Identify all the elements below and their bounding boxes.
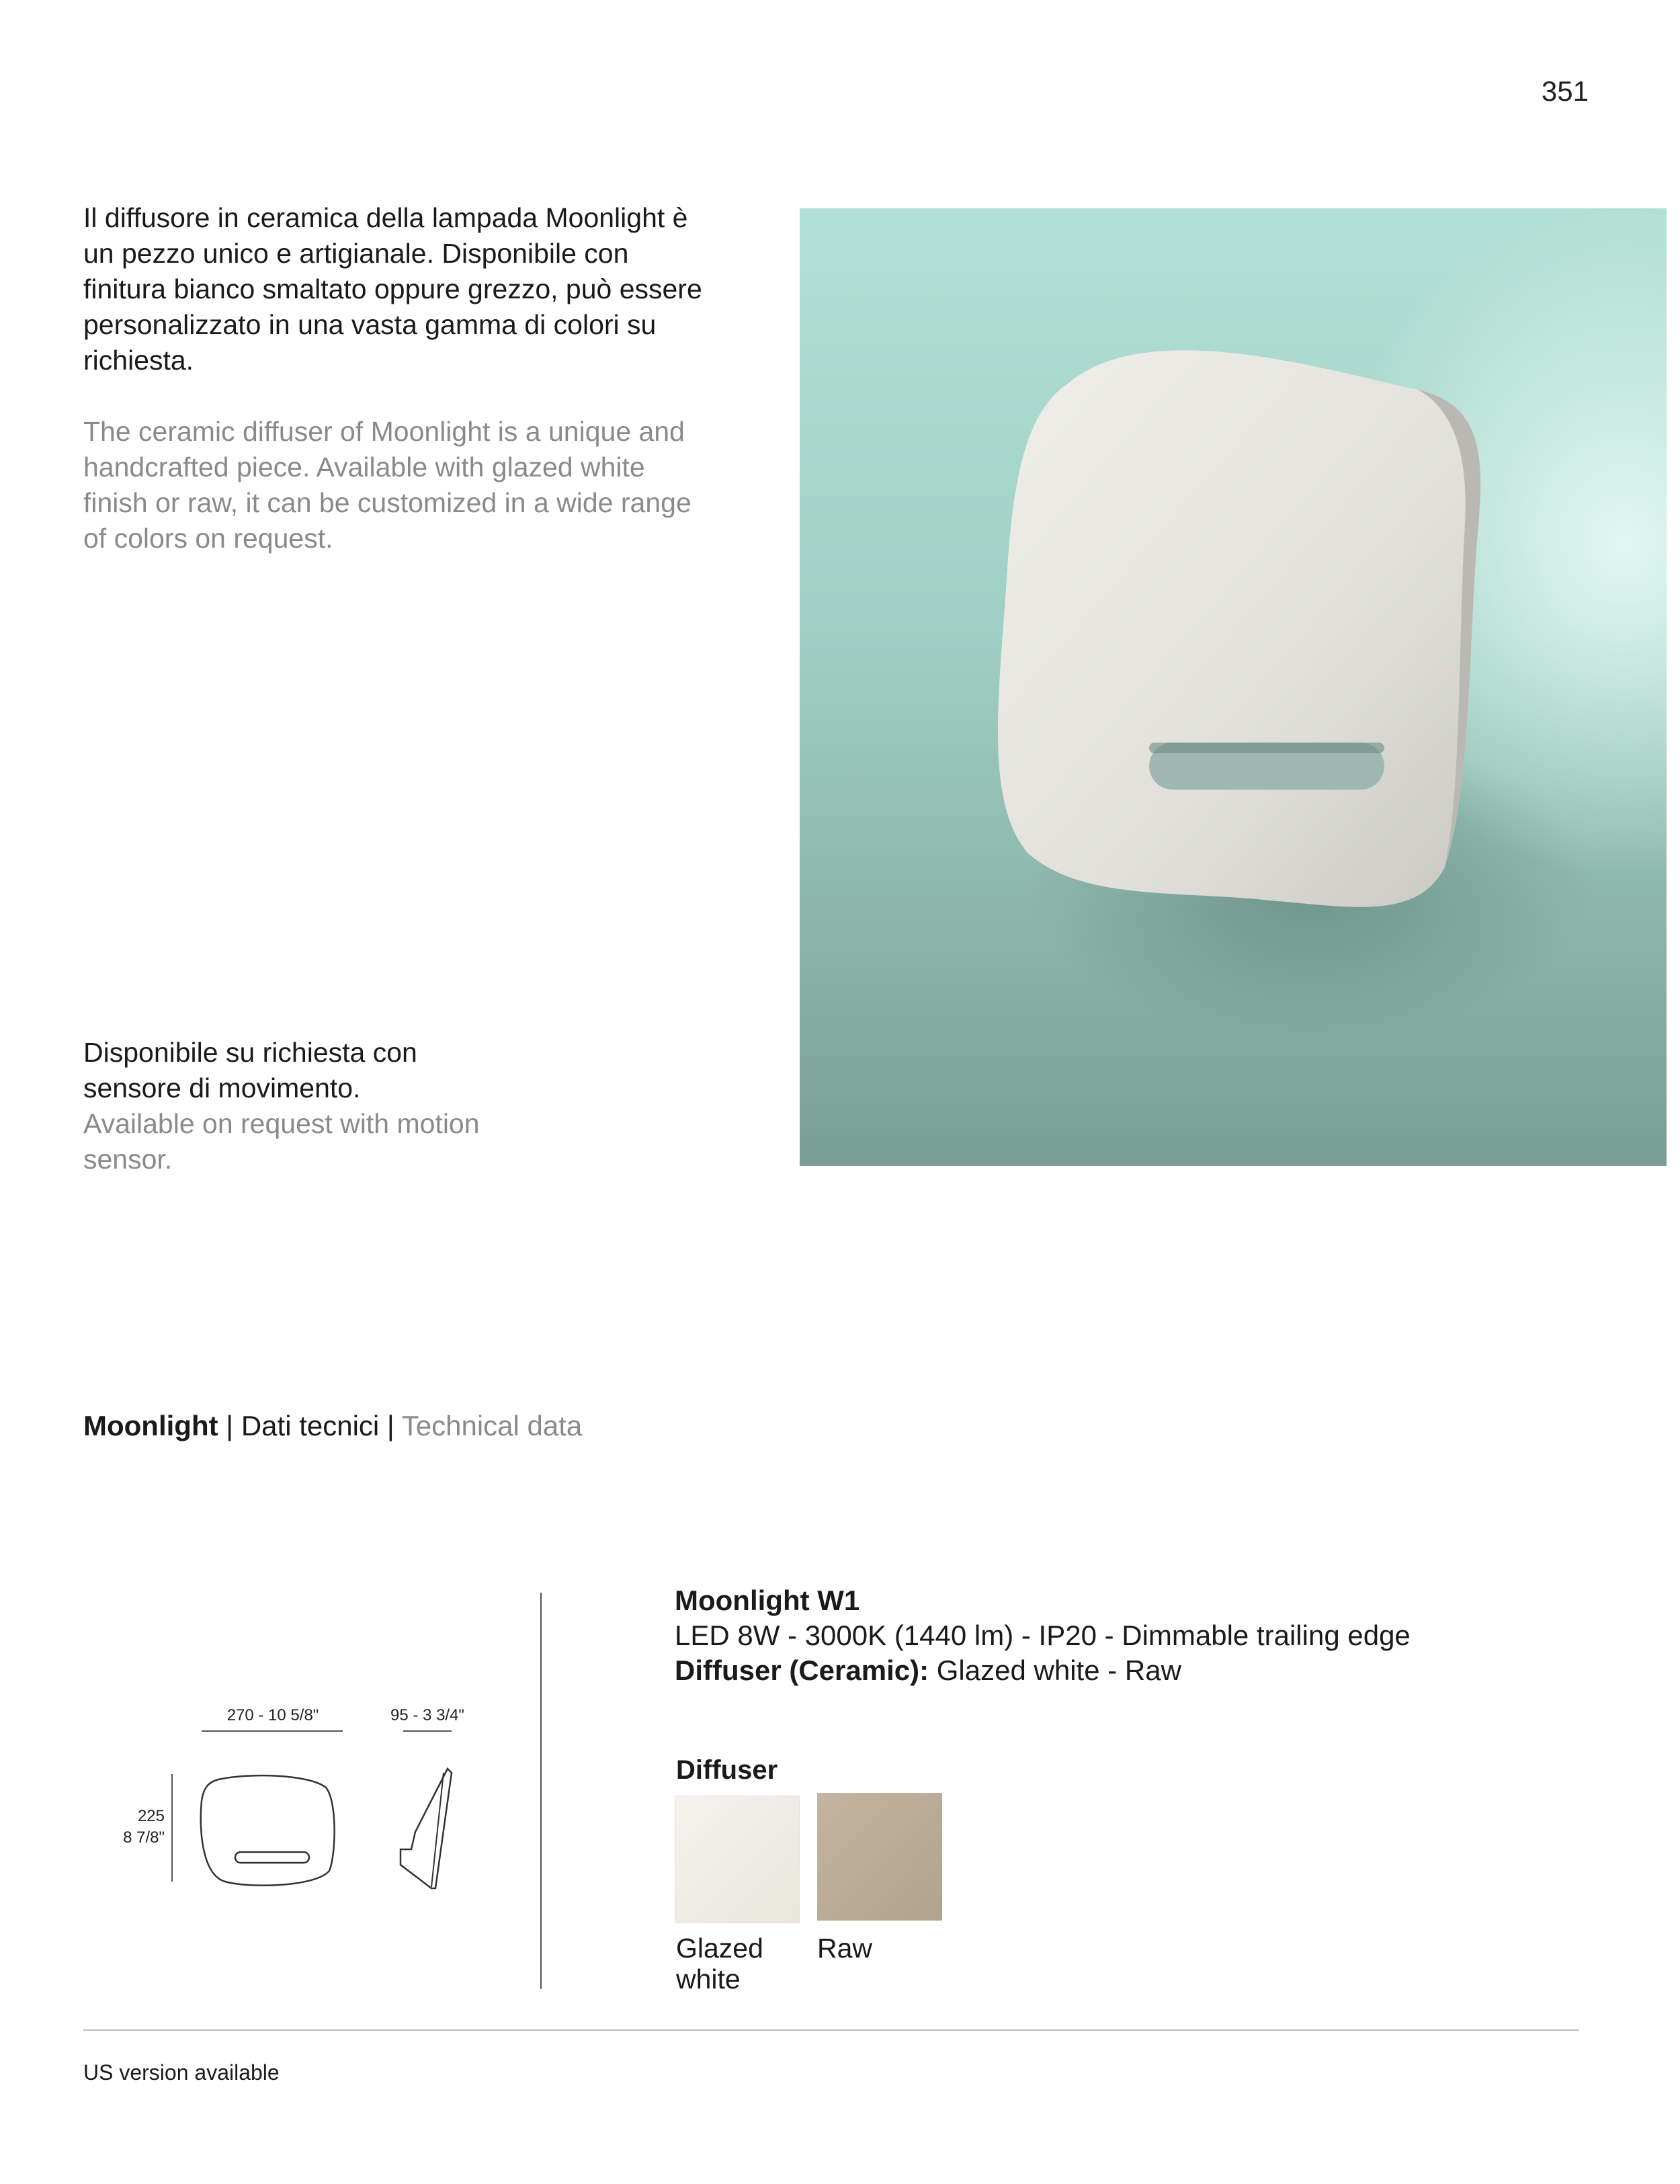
section-product-name: Moonlight bbox=[83, 1410, 218, 1441]
sensor-note-italian: Disponibile su richiesta con sensore di movimento. bbox=[83, 1037, 417, 1103]
height-mm-label: 225 bbox=[137, 1807, 165, 1825]
side-view-outline bbox=[401, 1769, 452, 1888]
sensor-note-english: Available on request with motion sensor. bbox=[83, 1108, 480, 1175]
height-inch-label: 8 7/8" bbox=[123, 1829, 165, 1847]
dimension-drawing bbox=[101, 1693, 504, 1895]
section-title-english: Technical data bbox=[401, 1410, 583, 1441]
moonlight-lamp-illustration bbox=[800, 208, 1667, 1166]
section-title-italian: Dati tecnici bbox=[241, 1410, 380, 1441]
width-dimension-label: 270 - 10 5/8" bbox=[226, 1706, 319, 1724]
diffuser-spec-value: Glazed white - Raw bbox=[929, 1654, 1181, 1686]
vertical-divider bbox=[540, 1593, 542, 1989]
diffuser-spec-label: Diffuser (Ceramic): bbox=[675, 1654, 929, 1686]
footer-divider bbox=[83, 2029, 1579, 2031]
swatch-glazed-white bbox=[675, 1796, 800, 1923]
section-separator-2: | bbox=[379, 1410, 402, 1441]
spec-block bbox=[675, 1583, 1411, 1688]
swatch-raw bbox=[817, 1793, 942, 1921]
front-view-outline bbox=[201, 1775, 335, 1886]
description-english: The ceramic diffuser of Moonlight is a unique and handcrafted piece. Available with glazed white finish or raw, it can be customized in a wide range of colors on request. bbox=[83, 416, 691, 554]
section-separator-1: | bbox=[218, 1410, 241, 1441]
technical-data-title bbox=[83, 1410, 582, 1442]
swatch-label-glazed-white: Glazed white bbox=[676, 1933, 763, 1994]
led-spec: LED 8W - 3000K (1440 lm) - IP20 - Dimmable trailing edge bbox=[675, 1620, 1411, 1651]
swatch-label-raw: Raw bbox=[817, 1933, 873, 1964]
product-photo bbox=[800, 208, 1667, 1166]
model-name: Moonlight W1 bbox=[675, 1585, 860, 1616]
page-number: 351 bbox=[1541, 75, 1589, 107]
diffuser-swatch-title: Diffuser bbox=[676, 1755, 778, 1785]
footer-note: US version available bbox=[83, 2060, 280, 2085]
sensor-note bbox=[83, 1035, 513, 1177]
depth-dimension-label: 95 - 3 3/4" bbox=[390, 1706, 464, 1724]
description-italian: Il diffusore in ceramica della lampada Moonlight è un pezzo unico e artigianale. Disponibile con finitura bianco smaltato oppure grezzo, può essere personalizzato in una vasta gamma di colori su richiesta. bbox=[83, 202, 702, 376]
